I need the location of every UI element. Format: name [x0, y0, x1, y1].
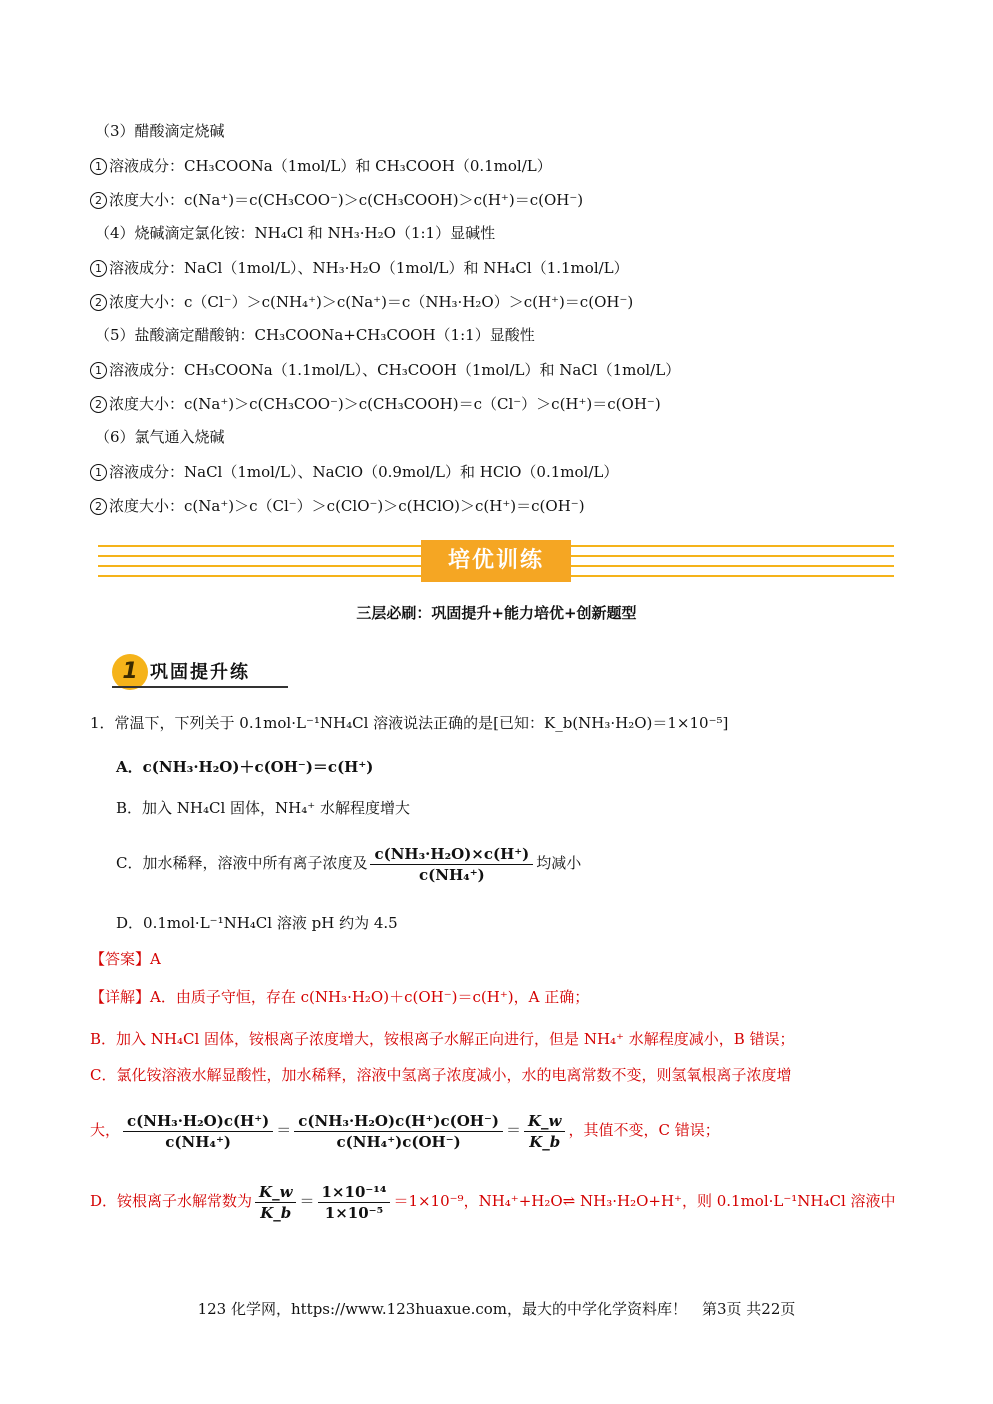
- formula-3-denominator: K_b: [529, 1132, 561, 1151]
- answer: 【答案】A: [90, 950, 161, 968]
- note-line-text: 溶液成分：CH₃COONa（1mol/L）和 CH₃COOH（0.1mol/L）: [109, 157, 552, 175]
- formula-2: [294, 1111, 503, 1152]
- formula-4-numerator: K_w: [255, 1182, 296, 1203]
- detail-d-suffix: ＝1×10⁻⁹，NH₄⁺+H₂O⇌ NH₃·H₂O+H⁺，则 0.1mol·L⁻¹NH₄Cl 溶液中: [393, 1192, 896, 1210]
- circled-number: 2: [90, 192, 107, 209]
- section-title: 巩固提升练: [150, 662, 250, 683]
- detail-d-prefix: D．铵根离子水解常数为: [90, 1192, 253, 1210]
- formula-5-denominator: 1×10⁻⁵: [324, 1203, 384, 1222]
- note-line: [95, 222, 495, 244]
- formula-3-numerator: K_w: [524, 1111, 565, 1132]
- note-line: [90, 257, 629, 279]
- option-c-fraction: [370, 844, 533, 885]
- note-line-text: 浓度大小：c(Na⁺)＝c(CH₃COO⁻)＞c(CH₃COOH)＞c(H⁺)＝c(OH⁻): [109, 191, 584, 209]
- formula-2-denominator: c(NH₄⁺)c(OH⁻): [336, 1132, 461, 1151]
- detail-c2-prefix: 大，: [90, 1121, 121, 1139]
- formula-2-numerator: c(NH₃·H₂O)c(H⁺)c(OH⁻): [294, 1111, 503, 1132]
- formula-5: [318, 1182, 391, 1223]
- formula-1-numerator: c(NH₃·H₂O)c(H⁺): [123, 1111, 273, 1132]
- note-line: [95, 426, 225, 448]
- note-line-text: （6）氯气通入烧碱: [95, 428, 225, 446]
- detail-c2-suffix: ，其值不变，C 错误；: [568, 1121, 720, 1139]
- formula-1: [123, 1111, 273, 1152]
- note-line: [90, 291, 633, 313]
- note-line-text: （4）烧碱滴定氯化铵：NH₄Cl 和 NH₃·H₂O（1:1）显碱性: [95, 224, 496, 242]
- note-line-text: 浓度大小：c（Cl⁻）＞c(NH₄⁺)＞c(Na⁺)＝c（NH₃·H₂O）＞c(H⁺)＝c(OH⁻): [109, 293, 634, 311]
- circled-number: 1: [90, 260, 107, 277]
- detail-a: 【详解】A．由质子守恒，存在 c(NH₃·H₂O)＋c(OH⁻)＝c(H⁺)，A 正确；: [90, 988, 590, 1006]
- detail-b: B．加入 NH₄Cl 固体，铵根离子浓度增大，铵根离子水解正向进行，但是 NH₄⁺ 水解程度减小，B 错误；: [90, 1030, 795, 1048]
- option-c-text: C．加水稀释，溶液中所有离子浓度及: [116, 854, 368, 872]
- note-line-text: （5）盐酸滴定醋酸钠：CH₃COONa+CH₃COOH（1:1）显酸性: [95, 326, 535, 344]
- page-footer: 123 化学网，https://www.123huaxue.com，最大的中学化学资料库！ 第3页 共22页: [197, 1300, 796, 1318]
- circled-number: 1: [90, 362, 107, 379]
- detail-c2: 大， $\frac{\text{c(NH₃·H₂O)c(H⁺)}}{\text{c(NH₄⁺)}}$ ＝ $\frac{\text{c(NH₃·H₂O)c(H⁺)c(OH⁻)}}{\text{c(NH₄⁺)c(OH⁻)}}$ ＝ $\frac{K\_w}{K\_b}$ ，其值不变，C 错误；: [90, 1111, 720, 1151]
- option-c-suffix: 均减小: [536, 854, 582, 872]
- question-stem: 1．常温下，下列关于 0.1mol·L⁻¹NH₄Cl 溶液说法正确的是[已知：K_b(NH₃·H₂O)＝1×10⁻⁵]: [90, 714, 729, 732]
- note-line: [90, 495, 585, 517]
- detail-c1: C．氯化铵溶液水解显酸性，加水稀释，溶液中氢离子浓度减小，水的电离常数不变，则氢氧根离子浓度增: [90, 1066, 792, 1084]
- note-line: [90, 461, 618, 483]
- option-c: [116, 840, 581, 886]
- formula-1-denominator: c(NH₄⁺): [165, 1132, 231, 1151]
- option-c-numerator: c(NH₃·H₂O)×c(H⁺): [370, 844, 533, 865]
- banner-title: 培优训练: [421, 540, 571, 582]
- option-a: A．c(NH₃·H₂O)＋c(OH⁻)＝c(H⁺): [116, 758, 374, 776]
- note-line-text: 溶液成分：NaCl（1mol/L）、NH₃·H₂O（1mol/L）和 NH₄Cl（1.1mol/L）: [109, 259, 629, 277]
- option-c-denominator: c(NH₄⁺): [419, 865, 485, 884]
- circled-number: 1: [90, 464, 107, 481]
- note-line-text: （3）醋酸滴定烧碱: [95, 122, 225, 140]
- note-line: [90, 393, 661, 415]
- option-b: B．加入 NH₄Cl 固体，NH₄⁺ 水解程度增大: [116, 799, 410, 817]
- detail-d: D．铵根离子水解常数为 $\frac{K\_w}{K\_b}$ ＝ $\frac{\text{1×10⁻¹⁴}}{\text{1×10⁻⁵}}$ ＝1×10⁻⁹，NH₄⁺+H₂O⇌ NH₃·H₂O+H⁺，则 0.1mol·L⁻¹NH₄Cl 溶液中: [90, 1182, 896, 1222]
- formula-5-numerator: 1×10⁻¹⁴: [318, 1182, 391, 1203]
- note-line: [95, 324, 535, 346]
- section-underline: [112, 686, 288, 688]
- circled-number: 2: [90, 294, 107, 311]
- note-line-text: 浓度大小：c(Na⁺)＞c(CH₃COO⁻)＞c(CH₃COOH)＝c（Cl⁻）＞c(H⁺)＝c(OH⁻): [109, 395, 661, 413]
- circled-number: 2: [90, 396, 107, 413]
- note-line: [90, 155, 552, 177]
- note-line: [90, 359, 680, 381]
- note-line-text: 溶液成分：NaCl（1mol/L）、NaClO（0.9mol/L）和 HClO（0.1mol/L）: [109, 463, 619, 481]
- circled-number: 2: [90, 498, 107, 515]
- subtitle: 三层必刷：巩固提升+能力培优+创新题型: [356, 604, 637, 622]
- note-line: [90, 189, 583, 211]
- formula-4-denominator: K_b: [260, 1203, 292, 1222]
- note-line-text: 浓度大小：c(Na⁺)＞c（Cl⁻）＞c(ClO⁻)＞c(HClO)＞c(H⁺)＝c(OH⁻): [109, 497, 585, 515]
- formula-4: [255, 1182, 296, 1223]
- circled-number: 1: [90, 158, 107, 175]
- formula-3: [524, 1111, 565, 1152]
- note-line: [95, 120, 225, 142]
- option-d: D．0.1mol·L⁻¹NH₄Cl 溶液 pH 约为 4.5: [116, 914, 398, 932]
- note-line-text: 溶液成分：CH₃COONa（1.1mol/L）、CH₃COOH（1mol/L）和 NaCl（1mol/L）: [109, 361, 681, 379]
- section-number-badge: 1: [112, 654, 148, 690]
